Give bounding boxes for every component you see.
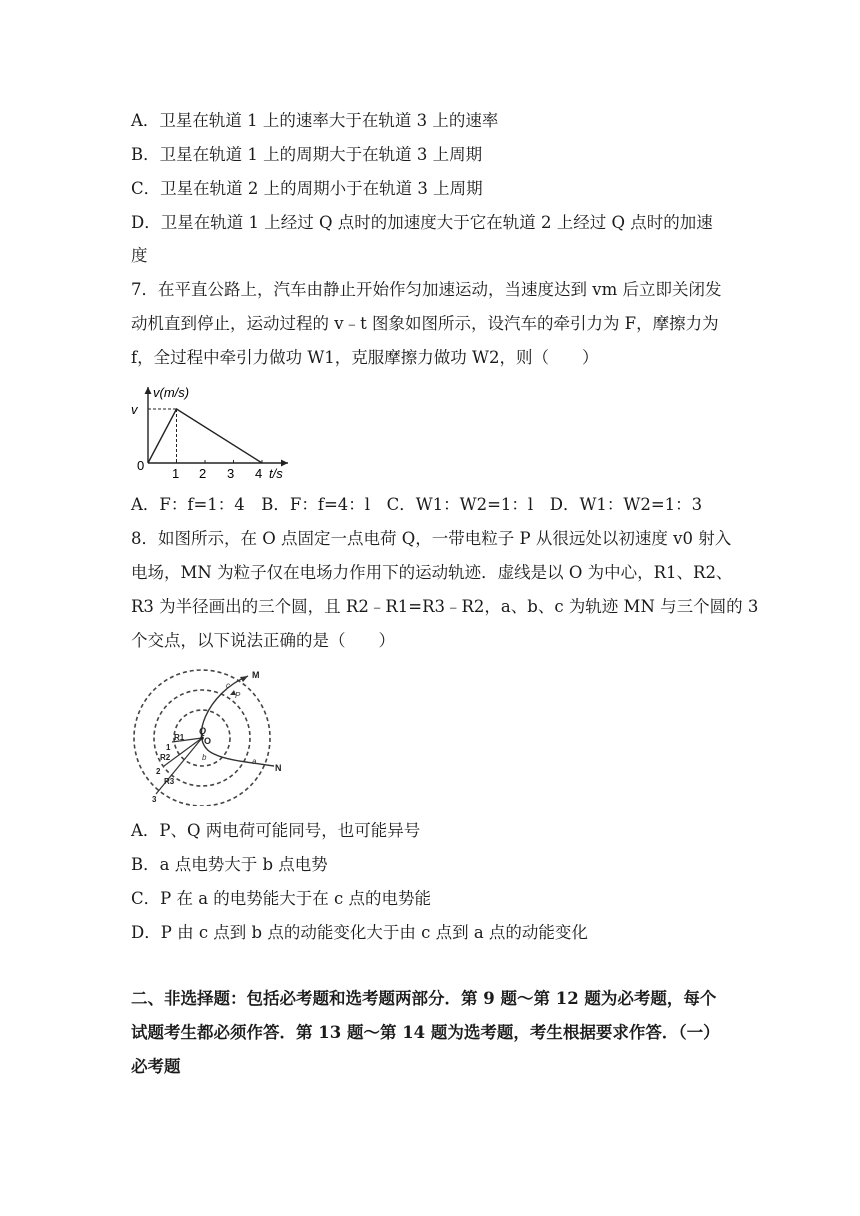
q7-vt-graph — [128, 381, 300, 481]
y-tick-v: v — [131, 402, 138, 417]
label-r2: R2 — [160, 753, 171, 762]
section2-heading-line2: 试题考生都必须作答．第 13 题～第 14 题为选考题，考生根据要求作答．（一） — [131, 1023, 720, 1042]
label-c: c — [226, 681, 230, 690]
y-axis-label: v(m/s) — [153, 385, 190, 400]
q8-stem-line1: 8．如图所示，在 O 点固定一点电荷 Q，一带电粒子 P 从很远处以初速度 v0 射入 — [131, 529, 732, 548]
y-axis-arrow — [145, 387, 152, 394]
q8-option-c: C．P 在 a 的电势能大于在 c 点的电势能 — [131, 889, 432, 908]
label-r1: R1 — [174, 733, 185, 742]
q6-option-d-line2: 度 — [131, 246, 148, 265]
x-tick-2: 2 — [199, 466, 207, 481]
q7-stem-line3: f，全过程中牵引力做功 W1，克服摩擦力做功 W2，则（ ） — [131, 348, 599, 367]
q6-option-b: B．卫星在轨道 1 上的周期大于在轨道 3 上周期 — [131, 145, 483, 164]
label-r3: R3 — [164, 777, 175, 786]
x-tick-1: 1 — [172, 466, 180, 481]
x-axis-label: t/s — [269, 466, 283, 481]
q8-stem-line2: 电场，MN 为粒子仅在电场力作用下的运动轨迹．虚线是以 O 为中心，R1、R2、 — [131, 563, 733, 582]
q6-option-d-line1: D．卫星在轨道 1 上经过 Q 点时的加速度大于它在轨道 2 上经过 Q 点时的加速 — [131, 213, 713, 232]
vt-series-line — [148, 409, 262, 463]
label-3: 3 — [152, 795, 157, 804]
label-1: 1 — [166, 743, 171, 752]
x-tick-4: 4 — [255, 466, 263, 481]
q7-stem-line1: 7．在平直公路上，汽车由静止开始作匀加速运动，当速度达到 vm 后立即关闭发 — [131, 280, 722, 299]
label-o: O — [204, 736, 212, 746]
section2-heading-line1: 二、非选择题：包括必考题和选考题两部分．第 9 题～第 12 题为必考题，每个 — [131, 989, 717, 1008]
origin-label: 0 — [137, 458, 145, 473]
x-tick-3: 3 — [227, 466, 235, 481]
label-n: N — [275, 763, 282, 773]
q8-stem-line4: 个交点，以下说法正确的是（ ） — [131, 631, 395, 650]
trajectory-mn — [201, 676, 274, 766]
label-2: 2 — [156, 767, 161, 776]
label-q: Q — [199, 726, 207, 736]
q8-option-a: A．P、Q 两电荷可能同号，也可能异号 — [131, 821, 421, 840]
label-a: a — [252, 757, 257, 766]
label-m: M — [252, 670, 260, 680]
q6-option-c: C．卫星在轨道 2 上的周期小于在轨道 3 上周期 — [131, 179, 483, 198]
q6-option-a: A．卫星在轨道 1 上的速率大于在轨道 3 上的速率 — [131, 111, 499, 130]
q7-options: A．F：f=1：4 B．F：f=4：l C．W1：W2=1：l D．W1：W2=1：3 — [131, 495, 703, 514]
q8-field-figure — [128, 662, 288, 806]
q8-option-b: B．a 点电势大于 b 点电势 — [131, 855, 328, 874]
section2-heading-line3: 必考题 — [131, 1057, 181, 1076]
q8-option-d: D．P 由 c 点到 b 点的动能变化大于由 c 点到 a 点的动能变化 — [131, 923, 588, 942]
q7-stem-line2: 动机直到停止，运动过程的 v﹣t 图象如图所示，设汽车的牵引力为 F，摩擦力为 — [131, 314, 719, 333]
label-p: P — [235, 691, 241, 700]
q8-stem-line3: R3 为半径画出的三个圆，且 R2﹣R1=R3﹣R2，a、b、c 为轨迹 MN 与三个圆的 3 — [131, 597, 759, 616]
label-b: b — [202, 753, 207, 762]
